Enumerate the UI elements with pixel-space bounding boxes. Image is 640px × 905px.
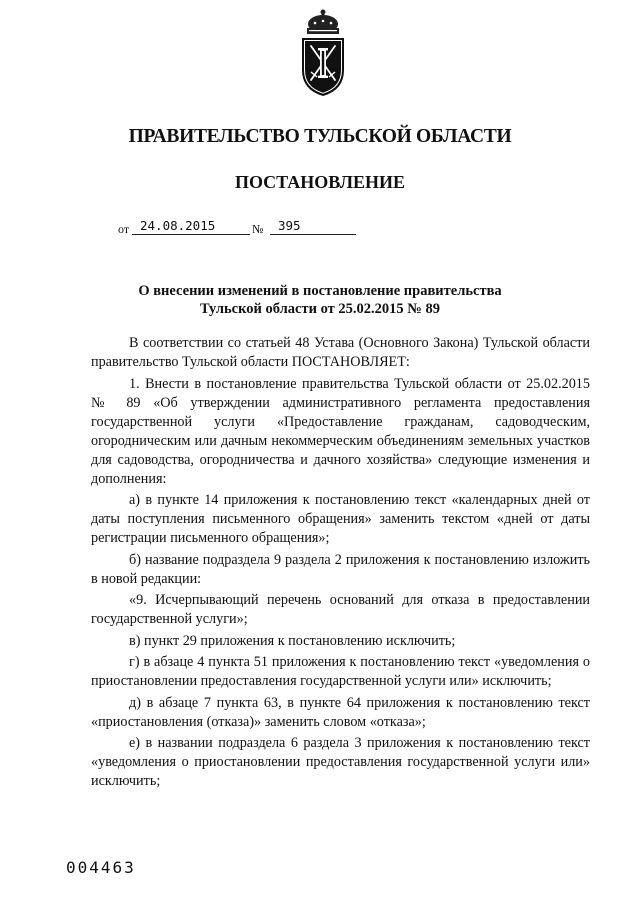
coat-of-arms-icon [295, 8, 351, 98]
body-paragraph: а) в пункте 14 приложения к постановлению текст «календарных дней от даты поступления письменного обращения» заменить текстом «дней от даты регистрации письменного обращения»; [91, 492, 590, 546]
body-paragraph: «9. Исчерпывающий перечень оснований для отказа в предоставлении государственной услуги»; [91, 592, 590, 627]
number-prefix: № [252, 222, 264, 236]
document-type: ПОСТАНОВЛЕНИЕ [234, 172, 406, 192]
subject-line-1: О внесении изменений в постановление правительства [138, 283, 502, 299]
date-underline [132, 234, 250, 235]
date-prefix: от [118, 222, 130, 236]
body-paragraph: е) в названии подраздела 6 раздела 3 приложения к постановлению текст «уведомления о приостановлении предоставления государственной услуги или» исключить; [91, 735, 590, 789]
date-number-line [118, 218, 378, 238]
document-date: 24.08.2015 [140, 218, 216, 233]
document-subject [0, 282, 640, 318]
government-name: ПРАВИТЕЛЬСТВО ТУЛЬСКОЙ ОБЛАСТИ [128, 126, 512, 147]
number-underline [270, 234, 356, 235]
document-body [91, 334, 590, 794]
body-paragraph: г) в абзаце 4 пункта 51 приложения к постановлению текст «уведомления о приостановлении предоставления государственной услуги или» исключить; [91, 654, 590, 689]
body-paragraph: В соответствии со статьей 48 Устава (Основного Закона) Тульской области правительство Тульской области ПОСТАНОВЛЯЕТ: [91, 335, 590, 370]
body-paragraph: д) в абзаце 7 пункта 63, в пункте 64 приложения к постановлению текст «приостановления (отказа)» заменить словом «отказа»; [91, 694, 590, 730]
body-paragraph: в) пункт 29 приложения к постановлению исключить; [129, 632, 456, 649]
subject-line-2: Тульской области от 25.02.2015 № 89 [200, 301, 440, 317]
serial-number: 004463 [66, 858, 136, 877]
document-number: 395 [278, 218, 301, 233]
body-paragraph: б) название подраздела 9 раздела 2 приложения к постановлению изложить в новой редакции: [91, 551, 590, 587]
body-paragraph: 1. Внести в постановление правительства Тульской области от 25.02.2015 № 89 «Об утверждении административного регламента предоставления государственной услуги «Предоставление гражданам, садоводческим, огородническим или дачным некоммерческим объединениям земельных участков для садоводства, огородничества и дачного хозяйства» следующие изменения и дополнения: [91, 375, 590, 487]
